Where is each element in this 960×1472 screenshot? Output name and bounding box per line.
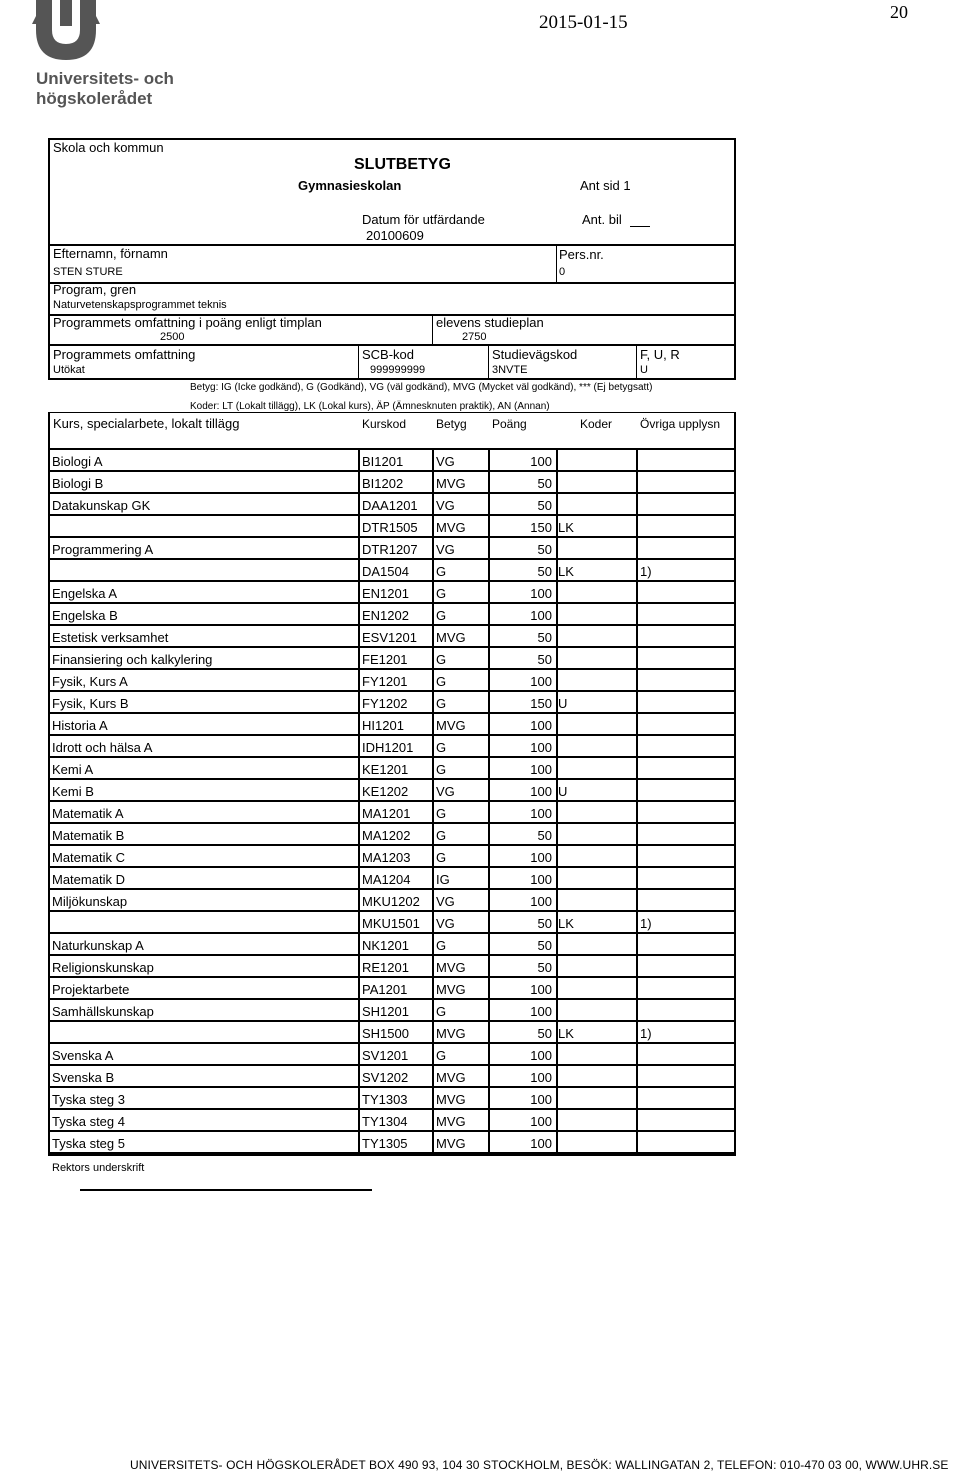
table-row <box>48 472 736 494</box>
page-number: 20 <box>890 2 908 22</box>
course-kod: U <box>558 784 568 799</box>
course-points: 100 <box>530 1070 552 1085</box>
table-row <box>48 890 736 912</box>
course-code: MA1201 <box>362 806 411 821</box>
studievag-label: Studievägskod <box>492 347 578 362</box>
table-row <box>48 494 736 516</box>
course-points: 100 <box>530 586 552 601</box>
course-code: TY1303 <box>362 1092 408 1107</box>
course-code: FE1201 <box>362 652 408 667</box>
course-points: 50 <box>537 498 552 513</box>
course-code: MKU1501 <box>362 916 420 931</box>
course-code: EN1202 <box>362 608 409 623</box>
course-name: Biologi B <box>52 476 104 491</box>
course-code: NK1201 <box>362 938 409 953</box>
course-code: EN1201 <box>362 586 409 601</box>
table-row <box>48 956 736 978</box>
program-label: Program, gren <box>53 282 137 297</box>
name-label: Efternamn, förnamn <box>53 246 168 261</box>
course-grade: MVG <box>436 960 466 975</box>
uhr-logo <box>32 0 192 112</box>
course-code: KE1201 <box>362 762 409 777</box>
course-points: 50 <box>537 564 552 579</box>
course-points: 100 <box>530 982 552 997</box>
name-value: STEN STURE <box>53 266 123 278</box>
table-row <box>48 934 736 956</box>
course-grade: G <box>436 608 447 623</box>
course-code: RE1201 <box>362 960 409 975</box>
table-row <box>48 648 736 670</box>
course-points: 100 <box>530 1048 552 1063</box>
table-row <box>48 1066 736 1088</box>
course-points: 100 <box>530 1004 552 1019</box>
course-grade: MVG <box>436 982 466 997</box>
course-note: 1) <box>640 564 652 579</box>
table-row <box>48 1132 736 1154</box>
course-code: BI1201 <box>362 454 404 469</box>
pers-label: Pers.nr. <box>559 247 604 262</box>
table-row <box>48 824 736 846</box>
course-name: Svenska A <box>52 1048 114 1063</box>
course-code: DTR1207 <box>362 542 418 557</box>
ant-sid: Ant sid 1 <box>580 178 631 193</box>
table-row <box>48 846 736 868</box>
course-grade: G <box>436 850 447 865</box>
course-name: Svenska B <box>52 1070 115 1085</box>
course-grade: IG <box>436 872 450 887</box>
course-code: SH1201 <box>362 1004 409 1019</box>
divider <box>358 344 359 378</box>
course-name: Fysik, Kurs A <box>52 674 128 689</box>
course-points: 150 <box>530 696 552 711</box>
course-code: IDH1201 <box>362 740 414 755</box>
course-code: TY1305 <box>362 1136 408 1151</box>
course-note: 1) <box>640 1026 652 1041</box>
course-points: 100 <box>530 784 552 799</box>
omf-value: Utökat <box>53 364 85 376</box>
course-points: 100 <box>530 608 552 623</box>
course-grade: MVG <box>436 1026 466 1041</box>
course-points: 50 <box>537 828 552 843</box>
issue-date: 20100609 <box>366 228 424 243</box>
plan-value: 2750 <box>462 331 487 343</box>
course-kod: U <box>558 696 568 711</box>
course-points: 100 <box>530 850 552 865</box>
betyg-legend: Betyg: IG (Icke godkänd), G (Godkänd), VG (väl godkänd), MVG (Mycket väl godkänd), *** (Ej betygsatt) <box>190 382 653 393</box>
course-points: 50 <box>537 542 552 557</box>
course-code: FY1202 <box>362 696 408 711</box>
course-points: 100 <box>530 872 552 887</box>
course-grade: G <box>436 1004 447 1019</box>
course-points: 100 <box>530 454 552 469</box>
course-code: DTR1505 <box>362 520 418 535</box>
school-label: Skola och kommun <box>53 140 164 155</box>
table-row <box>48 560 736 582</box>
course-name: Fysik, Kurs B <box>52 696 129 711</box>
col-points-header: Poäng <box>492 417 527 431</box>
course-grade: G <box>436 938 447 953</box>
fur-value: U <box>640 364 648 376</box>
course-grade: G <box>436 740 447 755</box>
course-points: 100 <box>530 1092 552 1107</box>
ant-bil-line <box>630 226 650 227</box>
table-row <box>48 912 736 934</box>
divider <box>48 282 736 284</box>
course-points: 50 <box>537 960 552 975</box>
course-grade: VG <box>436 894 455 909</box>
course-grade: MVG <box>436 476 466 491</box>
divider <box>636 344 637 378</box>
logo-line1: Universitets- och <box>36 69 174 88</box>
table-row <box>48 1022 736 1044</box>
course-grade: G <box>436 806 447 821</box>
course-name: Tyska steg 3 <box>52 1092 125 1107</box>
course-points: 100 <box>530 1136 552 1151</box>
signature-label: Rektors underskrift <box>52 1162 145 1174</box>
form-subtitle: Gymnasieskolan <box>298 178 402 193</box>
course-points: 100 <box>530 894 552 909</box>
course-grade: MVG <box>436 520 466 535</box>
col-grade-header: Betyg <box>436 417 467 431</box>
divider <box>432 314 433 344</box>
course-name: Estetisk verksamhet <box>52 630 169 645</box>
course-grade: G <box>436 586 447 601</box>
course-grade: MVG <box>436 1114 466 1129</box>
course-grade: VG <box>436 542 455 557</box>
course-points: 150 <box>530 520 552 535</box>
plan-label: elevens studieplan <box>436 315 544 330</box>
course-name: Tyska steg 5 <box>52 1136 125 1151</box>
course-grade: MVG <box>436 1092 466 1107</box>
course-name: Matematik B <box>52 828 125 843</box>
omf-label: Programmets omfattning <box>53 347 196 362</box>
course-points: 50 <box>537 652 552 667</box>
table-row <box>48 1000 736 1022</box>
course-name: Kemi B <box>52 784 94 799</box>
table-row <box>48 450 736 472</box>
fur-label: F, U, R <box>640 347 680 362</box>
course-points: 50 <box>537 916 552 931</box>
col-code-header: Kurskod <box>362 417 407 431</box>
course-code: MKU1202 <box>362 894 420 909</box>
scb-label: SCB-kod <box>362 347 415 362</box>
course-code: MA1203 <box>362 850 411 865</box>
table-row <box>48 692 736 714</box>
ant-bil: Ant. bil <box>582 212 622 227</box>
course-code: KE1202 <box>362 784 409 799</box>
table-row <box>48 1110 736 1132</box>
course-points: 100 <box>530 806 552 821</box>
table-row <box>48 582 736 604</box>
table-row <box>48 868 736 890</box>
course-kod: LK <box>558 916 574 931</box>
course-kod: LK <box>558 1026 574 1041</box>
course-name: Engelska B <box>52 608 118 623</box>
course-name: Historia A <box>52 718 108 733</box>
form-title: SLUTBETYG <box>354 156 451 173</box>
course-points: 100 <box>530 674 552 689</box>
table-row <box>48 978 736 1000</box>
course-points: 50 <box>537 476 552 491</box>
table-row <box>48 714 736 736</box>
table-row <box>48 604 736 626</box>
course-grade: G <box>436 828 447 843</box>
scope-label: Programmets omfattning i poäng enligt timplan <box>53 315 322 330</box>
course-points: 100 <box>530 762 552 777</box>
course-name: Idrott och hälsa A <box>52 740 153 755</box>
course-code: DAA1201 <box>362 498 418 513</box>
table-row <box>48 1044 736 1066</box>
course-name: Programmering A <box>52 542 154 557</box>
course-name: Kemi A <box>52 762 94 777</box>
course-name: Matematik A <box>52 806 124 821</box>
course-code: PA1201 <box>362 982 408 997</box>
scb-value: 999999999 <box>370 364 426 376</box>
course-grade: MVG <box>436 718 466 733</box>
course-code: DA1504 <box>362 564 409 579</box>
course-grade: VG <box>436 498 455 513</box>
course-name: Samhällskunskap <box>52 1004 154 1019</box>
table-row <box>48 758 736 780</box>
course-code: MA1204 <box>362 872 411 887</box>
course-grade: G <box>436 1048 447 1063</box>
table-row <box>48 736 736 758</box>
course-code: TY1304 <box>362 1114 408 1129</box>
course-points: 100 <box>530 718 552 733</box>
program-value: Naturvetenskapsprogrammet teknis <box>53 299 227 311</box>
course-kod: LK <box>558 520 574 535</box>
course-name: Finansiering och kalkylering <box>52 652 213 667</box>
course-name: Religionskunskap <box>52 960 154 975</box>
course-table <box>48 450 736 1154</box>
course-points: 100 <box>530 1114 552 1129</box>
course-code: SV1202 <box>362 1070 409 1085</box>
course-name: Biologi A <box>52 454 103 469</box>
logo-line2: högskolerådet <box>36 89 153 108</box>
studievag-value: 3NVTE <box>492 364 528 376</box>
course-code: MA1202 <box>362 828 411 843</box>
table-row <box>48 516 736 538</box>
course-name: Naturkunskap A <box>52 938 144 953</box>
course-name: Datakunskap GK <box>52 498 151 513</box>
table-row <box>48 802 736 824</box>
issue-label: Datum för utfärdande <box>362 212 485 227</box>
course-grade: VG <box>436 454 455 469</box>
course-code: HI1201 <box>362 718 404 733</box>
scope-value: 2500 <box>160 331 185 343</box>
course-grade: G <box>436 652 447 667</box>
course-code: BI1202 <box>362 476 404 491</box>
course-grade: MVG <box>436 1070 466 1085</box>
course-points: 50 <box>537 1026 552 1041</box>
divider <box>48 344 736 346</box>
col-notes-header: Övriga upplysn <box>640 417 721 431</box>
header-date: 2015-01-15 <box>539 12 628 33</box>
course-grade: G <box>436 696 447 711</box>
table-row <box>48 626 736 648</box>
table-row <box>48 780 736 802</box>
col-koder-header: Koder <box>580 417 613 431</box>
table-row <box>48 1088 736 1110</box>
course-name: Engelska A <box>52 586 118 601</box>
course-name: Matematik C <box>52 850 125 865</box>
course-code: FY1201 <box>362 674 408 689</box>
divider <box>488 344 489 378</box>
course-code: SV1201 <box>362 1048 409 1063</box>
course-name: Miljökunskap <box>52 894 128 909</box>
course-code: SH1500 <box>362 1026 409 1041</box>
course-name: Matematik D <box>52 872 125 887</box>
course-grade: G <box>436 762 447 777</box>
course-points: 50 <box>537 938 552 953</box>
col-course-header: Kurs, specialarbete, lokalt tillägg <box>53 416 240 431</box>
course-note: 1) <box>640 916 652 931</box>
divider <box>556 244 557 282</box>
course-name: Projektarbete <box>52 982 130 997</box>
footer-address: UNIVERSITETS- OCH HÖGSKOLERÅDET BOX 490 93, 104 30 STOCKHOLM, BESÖK: WALLINGATAN 2, TELEFON: 010-470 03 00, WWW.UHR.SE <box>130 1458 949 1472</box>
course-grade: MVG <box>436 630 466 645</box>
course-points: 50 <box>537 630 552 645</box>
table-row <box>48 670 736 692</box>
course-kod: LK <box>558 564 574 579</box>
table-row <box>48 538 736 560</box>
koder-legend: Koder: LT (Lokalt tillägg), LK (Lokal kurs), ÄP (Ämnesknuten praktik), AN (Annan) <box>190 401 550 412</box>
course-grade: VG <box>436 916 455 931</box>
course-grade: G <box>436 674 447 689</box>
signature-line <box>80 1189 372 1191</box>
course-grade: G <box>436 564 447 579</box>
course-grade: MVG <box>436 1136 466 1151</box>
pers-value: 0 <box>559 266 566 278</box>
course-name: Tyska steg 4 <box>52 1114 125 1129</box>
course-code: ESV1201 <box>362 630 417 645</box>
course-points: 100 <box>530 740 552 755</box>
course-grade: VG <box>436 784 455 799</box>
